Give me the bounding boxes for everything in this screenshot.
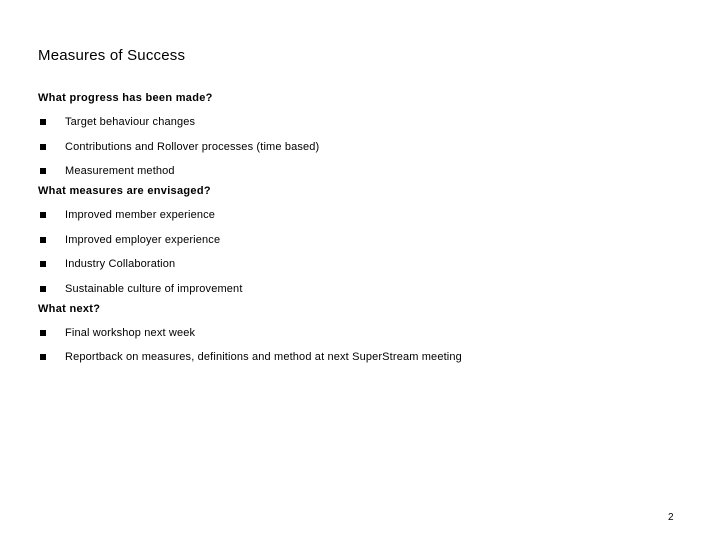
list-item [38, 208, 678, 222]
slide-content [38, 91, 678, 370]
list-item-text: Target behaviour changes [65, 116, 196, 128]
list-item-text: Industry Collaboration [65, 258, 176, 270]
square-bullet-icon [40, 212, 46, 218]
square-bullet-icon [40, 237, 46, 243]
list-item-text: Final workshop next week [65, 326, 196, 339]
list-item-text: Contributions and Rollover processes (time based) [65, 140, 320, 153]
list-item [38, 282, 678, 296]
page-number: 2 [668, 512, 674, 523]
section-heading-next: What next? [38, 302, 101, 315]
list-item [38, 140, 678, 154]
bullet-list-progress [38, 115, 678, 178]
section-heading-progress: What progress has been made? [38, 92, 213, 104]
bullet-list-measures [38, 208, 678, 296]
list-item [38, 326, 678, 340]
square-bullet-icon [40, 144, 46, 150]
square-bullet-icon [40, 261, 46, 267]
list-item [38, 115, 678, 129]
list-item-text: Measurement method [65, 165, 175, 177]
list-item-text: Reportback on measures, definitions and method at next SuperStream meeting [65, 351, 462, 363]
square-bullet-icon [40, 354, 46, 360]
list-item [38, 164, 678, 178]
square-bullet-icon [40, 168, 46, 174]
list-item [38, 233, 678, 247]
section-heading-measures: What measures are envisaged? [38, 185, 211, 197]
bullet-list-next [38, 326, 678, 365]
list-item [38, 350, 678, 364]
square-bullet-icon [40, 119, 46, 125]
square-bullet-icon [40, 330, 46, 336]
slide-title: Measures of Success [38, 47, 186, 64]
list-item-text: Sustainable culture of improvement [65, 282, 243, 295]
list-item-text: Improved member experience [65, 209, 216, 221]
list-item-text: Improved employer experience [65, 233, 221, 246]
list-item [38, 257, 678, 271]
square-bullet-icon [40, 286, 46, 292]
